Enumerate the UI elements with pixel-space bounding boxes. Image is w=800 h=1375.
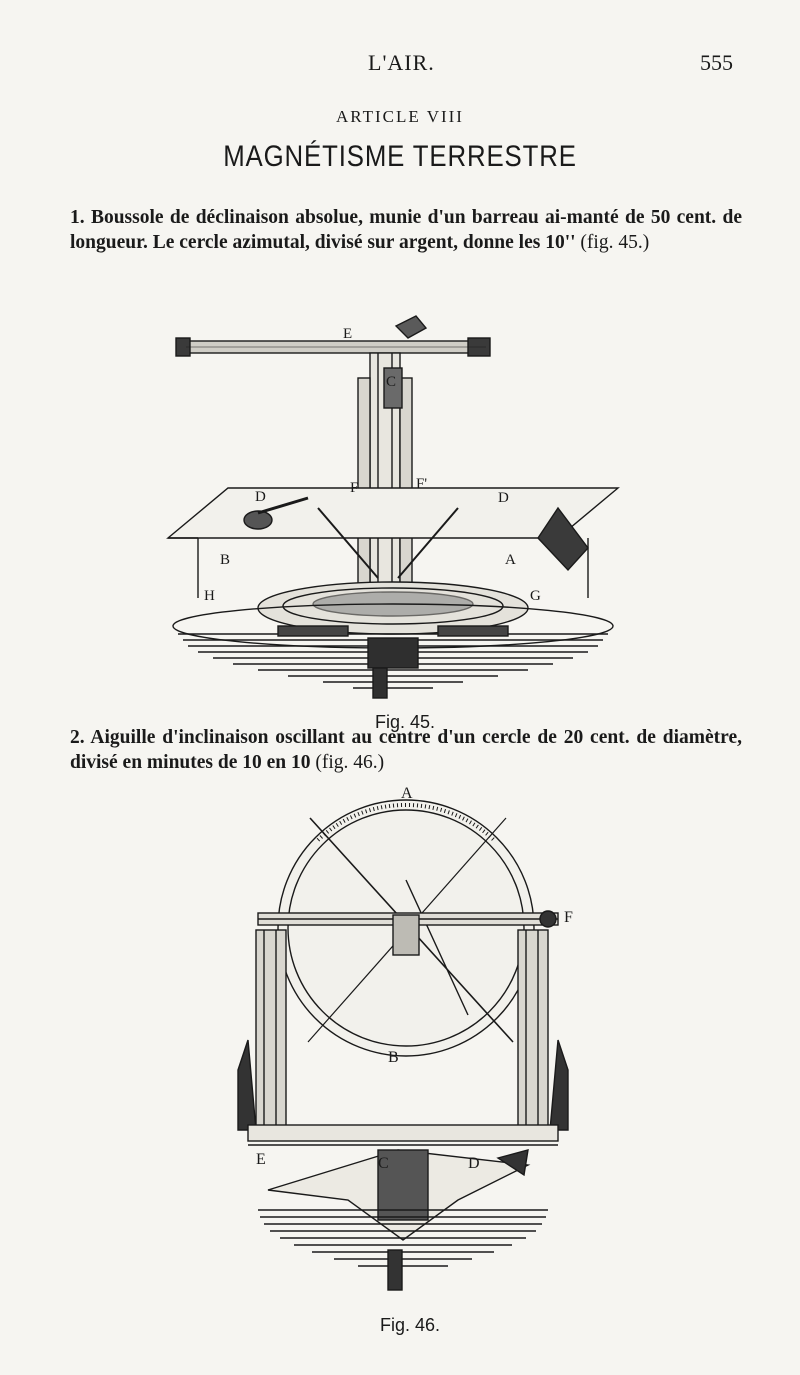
paragraph-2-text: . Aiguille d'inclinaison oscillant au centre d'un cercle de 20 cent. de diamètre, divisé en minutes de 10 en 10 bbox=[70, 727, 742, 773]
fig46-label-A: A bbox=[401, 785, 413, 802]
paragraph-1 bbox=[70, 205, 742, 255]
paragraph-2-number: 2 bbox=[70, 727, 80, 748]
paragraph-1-figure-ref: (fig. 45.) bbox=[575, 232, 650, 253]
fig46-label-F: F bbox=[564, 909, 573, 926]
figure-46-caption: Fig. 46. bbox=[380, 1315, 441, 1335]
fig45-label-F: F bbox=[350, 480, 359, 496]
paragraph-1-text: . Boussole de déclinaison absolue, munie d'un barreau ai-manté de 50 cent. de longueur. Le cercle azimutal, divisé sur argent, donne les 10'' bbox=[70, 207, 742, 253]
chapter-title: MAGNÉTISME TERRESTRE bbox=[223, 140, 577, 173]
paragraph-1-number: 1 bbox=[70, 207, 80, 228]
page-number: 555 bbox=[700, 50, 733, 75]
running-title: L'AIR. bbox=[368, 50, 435, 75]
fig45-label-H: H bbox=[204, 588, 215, 604]
fig45-label-C: C bbox=[386, 374, 397, 390]
fig45-label-D-left: D bbox=[255, 489, 266, 505]
fig46-label-B: B bbox=[388, 1049, 399, 1066]
article-label: ARTICLE VIII bbox=[336, 107, 464, 126]
running-head bbox=[0, 50, 800, 80]
fig46-label-C: C bbox=[378, 1155, 389, 1172]
fig45-label-G: G bbox=[530, 588, 541, 604]
figure-45-illustration bbox=[158, 308, 628, 708]
fig45-label-B: B bbox=[220, 552, 231, 568]
paragraph-2 bbox=[70, 725, 742, 775]
fig46-label-D: D bbox=[468, 1155, 480, 1172]
fig46-label-E: E bbox=[256, 1151, 266, 1168]
fig45-label-A: A bbox=[505, 552, 516, 568]
fig45-label-F-prime: F' bbox=[416, 476, 428, 492]
fig45-label-D-right: D bbox=[498, 490, 509, 506]
fig45-label-E: E bbox=[343, 326, 353, 342]
figure-46-illustration bbox=[228, 770, 578, 1315]
paragraph-2-figure-ref: (fig. 46.) bbox=[310, 752, 385, 773]
figure-45-caption: Fig. 45. bbox=[375, 712, 436, 732]
